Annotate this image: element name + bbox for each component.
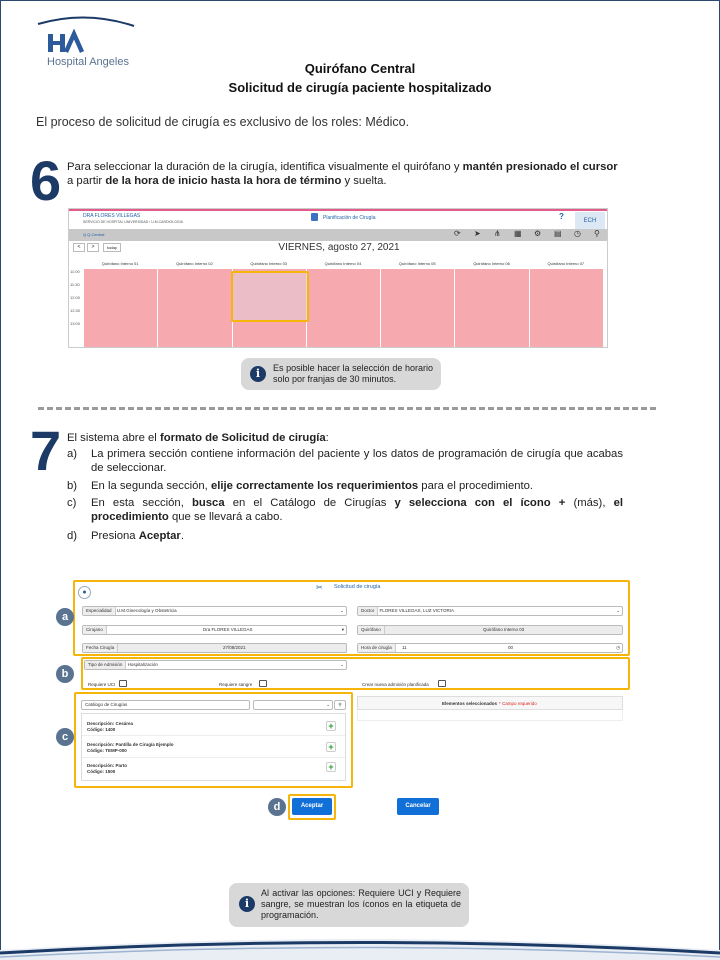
help-icon[interactable]: ? bbox=[559, 212, 564, 221]
pin-icon[interactable]: ⚲ bbox=[594, 229, 600, 238]
sangre-label: Requiere sangre bbox=[219, 682, 253, 687]
refresh-icon[interactable]: ⟳ bbox=[454, 229, 461, 238]
step-6-note: i Es posible hacer la selección de horario solo por franjas de 30 minutos. bbox=[241, 358, 441, 390]
accept-button[interactable]: Aceptar bbox=[292, 798, 332, 815]
section-divider bbox=[38, 407, 656, 410]
chevron-down-icon: ⌄ bbox=[340, 662, 344, 667]
step-6-text: Para seleccionar la duración de la cirugía, identifica visualmente el quirófano y mantén presionado el cursor a partir de la hora de inicio hasta la hora de término y suelta. bbox=[67, 161, 618, 187]
hora-minutes[interactable]: 00 bbox=[508, 645, 514, 650]
surgery-icon: ✂ bbox=[316, 583, 323, 592]
column-header: Quirófano Interno 04 bbox=[324, 261, 362, 266]
fecha-field: Fecha Cirugía 27/08/2021 bbox=[82, 643, 347, 653]
catalogo-filter-select[interactable] bbox=[253, 700, 333, 710]
item-d-letter: d) bbox=[67, 530, 78, 542]
add-procedure-icon[interactable]: + bbox=[326, 762, 336, 772]
step-7-number: 7 bbox=[30, 419, 62, 482]
list-item: Descripción: Parto Código: 1500 + bbox=[82, 759, 345, 779]
schedule-date: VIERNES, agosto 27, 2021 bbox=[278, 242, 400, 253]
slot-column[interactable] bbox=[157, 269, 231, 348]
crear-admision-label: Crear nueva admisión planificada bbox=[362, 682, 429, 687]
slot-column[interactable] bbox=[83, 269, 157, 348]
step-6-number: 6 bbox=[30, 149, 62, 212]
user-icon: ● bbox=[78, 586, 91, 599]
procedure-list bbox=[81, 713, 346, 781]
slot-column[interactable] bbox=[454, 269, 528, 348]
schedule-screenshot bbox=[68, 208, 608, 348]
time-label: 12:30 bbox=[70, 308, 81, 313]
time-label: 11:00 bbox=[70, 269, 80, 274]
cirujano-select[interactable]: Cirujano Dra FLORES VILLEGAS ▾ bbox=[82, 625, 347, 635]
app-title: Planificación de Cirugía bbox=[323, 215, 376, 221]
cancel-button[interactable]: Cancelar bbox=[397, 798, 439, 815]
ech-logo: ECH bbox=[575, 212, 605, 230]
user-name: DRA FLORES VILLEGAS bbox=[83, 213, 141, 219]
footer-wave bbox=[0, 920, 720, 960]
column-headers bbox=[83, 261, 603, 269]
info-icon: i bbox=[250, 366, 266, 382]
chevron-down-icon: ⌄ bbox=[340, 608, 344, 613]
calendar-icon bbox=[311, 213, 318, 221]
schedule-toolbar bbox=[69, 229, 607, 241]
item-c-letter: c) bbox=[67, 497, 77, 509]
info-icon: i bbox=[239, 896, 255, 912]
add-procedure-icon[interactable]: + bbox=[326, 721, 336, 731]
page-subtitle: Solicitud de cirugía paciente hospitalizado bbox=[228, 80, 492, 95]
chevron-down-icon: ⌄ bbox=[326, 702, 330, 707]
selected-elements-body bbox=[357, 711, 623, 721]
form-title: Solicitud de cirugía bbox=[334, 584, 381, 590]
selected-time-range[interactable] bbox=[231, 271, 309, 322]
schedule-grid[interactable] bbox=[83, 269, 603, 348]
document-icon[interactable]: ▤ bbox=[554, 229, 562, 238]
badge-c: c bbox=[56, 728, 74, 746]
selected-elements-panel: Elementos seleccionados * Campo requerido bbox=[357, 696, 623, 710]
badge-a: a bbox=[56, 608, 74, 626]
hora-hours[interactable]: 11 bbox=[402, 645, 407, 650]
uci-label: Requiere UCI bbox=[88, 682, 116, 687]
brand-name: Hospital Angeles bbox=[47, 56, 129, 68]
item-a-letter: a) bbox=[67, 448, 78, 460]
item-b-letter: b) bbox=[67, 480, 78, 492]
chevron-down-icon: ⌄ bbox=[616, 608, 620, 613]
hora-field: Hora de cirugía 11 00 ◷ bbox=[357, 643, 623, 653]
list-item: Descripción: Cesárea Código: 1400 + bbox=[82, 714, 345, 736]
item-d-text: Presiona Aceptar. bbox=[91, 530, 184, 542]
clock-icon[interactable]: ◷ bbox=[574, 229, 581, 238]
badge-d: d bbox=[268, 798, 286, 816]
next-button[interactable]: > bbox=[87, 243, 99, 252]
quirofano-field: Quirófano Quirófano Interno 03 bbox=[357, 625, 623, 635]
slot-column[interactable] bbox=[306, 269, 380, 348]
badge-b: b bbox=[56, 665, 74, 683]
item-b-text: En la segunda sección, elije correctamente los requerimientos para el procedimiento. bbox=[91, 480, 534, 492]
time-label: 13:00 bbox=[70, 321, 81, 326]
gear-icon[interactable]: ⚙ bbox=[534, 229, 542, 238]
user-service: SERVICIO DE HOSPITAL UNIVERSIDAD / U.M.CARDIOLOGIA bbox=[83, 220, 183, 224]
slot-column[interactable] bbox=[529, 269, 603, 348]
especialidad-select[interactable]: Especialidad U.M.Ginecología y Obstetricia ⌄ bbox=[82, 606, 347, 616]
search-icon[interactable]: ⚲ bbox=[334, 700, 346, 710]
column-header: Quirófano Interno 03 bbox=[250, 261, 288, 266]
caret-down-icon: ▾ bbox=[341, 627, 344, 632]
required-note: * Campo requerido bbox=[499, 701, 537, 706]
time-label: 11:30 bbox=[70, 282, 80, 287]
catalogo-search-input[interactable]: Catálogo de Cirugías bbox=[81, 700, 250, 710]
prev-button[interactable]: < bbox=[73, 243, 85, 252]
column-header: Quirófano Interno 05 bbox=[398, 261, 436, 266]
today-button[interactable]: today bbox=[103, 243, 121, 252]
column-header: Quirófano Interno 07 bbox=[547, 261, 585, 266]
schedule-nav bbox=[69, 241, 607, 255]
crear-admision-checkbox[interactable] bbox=[438, 680, 446, 687]
calendar-tool-icon[interactable]: ▦ bbox=[514, 229, 522, 238]
item-a-text: La primera sección contiene información del paciente y los datos de programación de cirugía que acabas de seleccionar. bbox=[91, 448, 623, 474]
intro-text: El proceso de solicitud de cirugía es exclusivo de los roles: Médico. bbox=[36, 115, 410, 129]
doctor-select[interactable]: Doctor FLORES VILLEGAS, LUZ VICTORIA ⌄ bbox=[357, 606, 623, 616]
add-procedure-icon[interactable]: + bbox=[326, 742, 336, 752]
bottom-note: i Al activar las opciones: Requiere UCI y Requiere sangre, se muestran los íconos en la etiqueta de programación. bbox=[229, 883, 469, 927]
admision-select[interactable]: Tipo de Admisión Hospitalización ⌄ bbox=[84, 660, 347, 670]
sangre-checkbox[interactable] bbox=[259, 680, 267, 687]
uci-checkbox[interactable] bbox=[119, 680, 127, 687]
time-label: 12:00 bbox=[70, 295, 81, 300]
breadcrumb: Q.Q.Central bbox=[83, 232, 105, 237]
time-axis bbox=[70, 269, 83, 334]
item-c-text: En esta sección, busca en el Catálogo de Cirugías y selecciona con el ícono + (más), el procedimiento que se llevará a cabo. bbox=[91, 497, 623, 523]
column-header: Quirófano Interno 02 bbox=[176, 261, 213, 266]
clock-icon[interactable]: ◷ bbox=[616, 645, 620, 650]
list-item: Descripción: Pantilla de Cirugía Ejemplo Código: TEMP-000 + bbox=[82, 738, 345, 758]
hierarchy-icon[interactable]: ⋔ bbox=[494, 229, 501, 238]
column-header: Quirófano Interno 06 bbox=[473, 261, 510, 266]
page-title: Quirófano Central bbox=[304, 61, 416, 76]
slot-column[interactable] bbox=[380, 269, 454, 348]
step-7-lead: El sistema abre el formato de Solicitud de cirugía: bbox=[67, 432, 329, 444]
send-icon[interactable]: ➤ bbox=[474, 229, 481, 238]
column-header: Quirófano Interno 01 bbox=[101, 261, 139, 266]
schedule-header bbox=[69, 209, 607, 229]
